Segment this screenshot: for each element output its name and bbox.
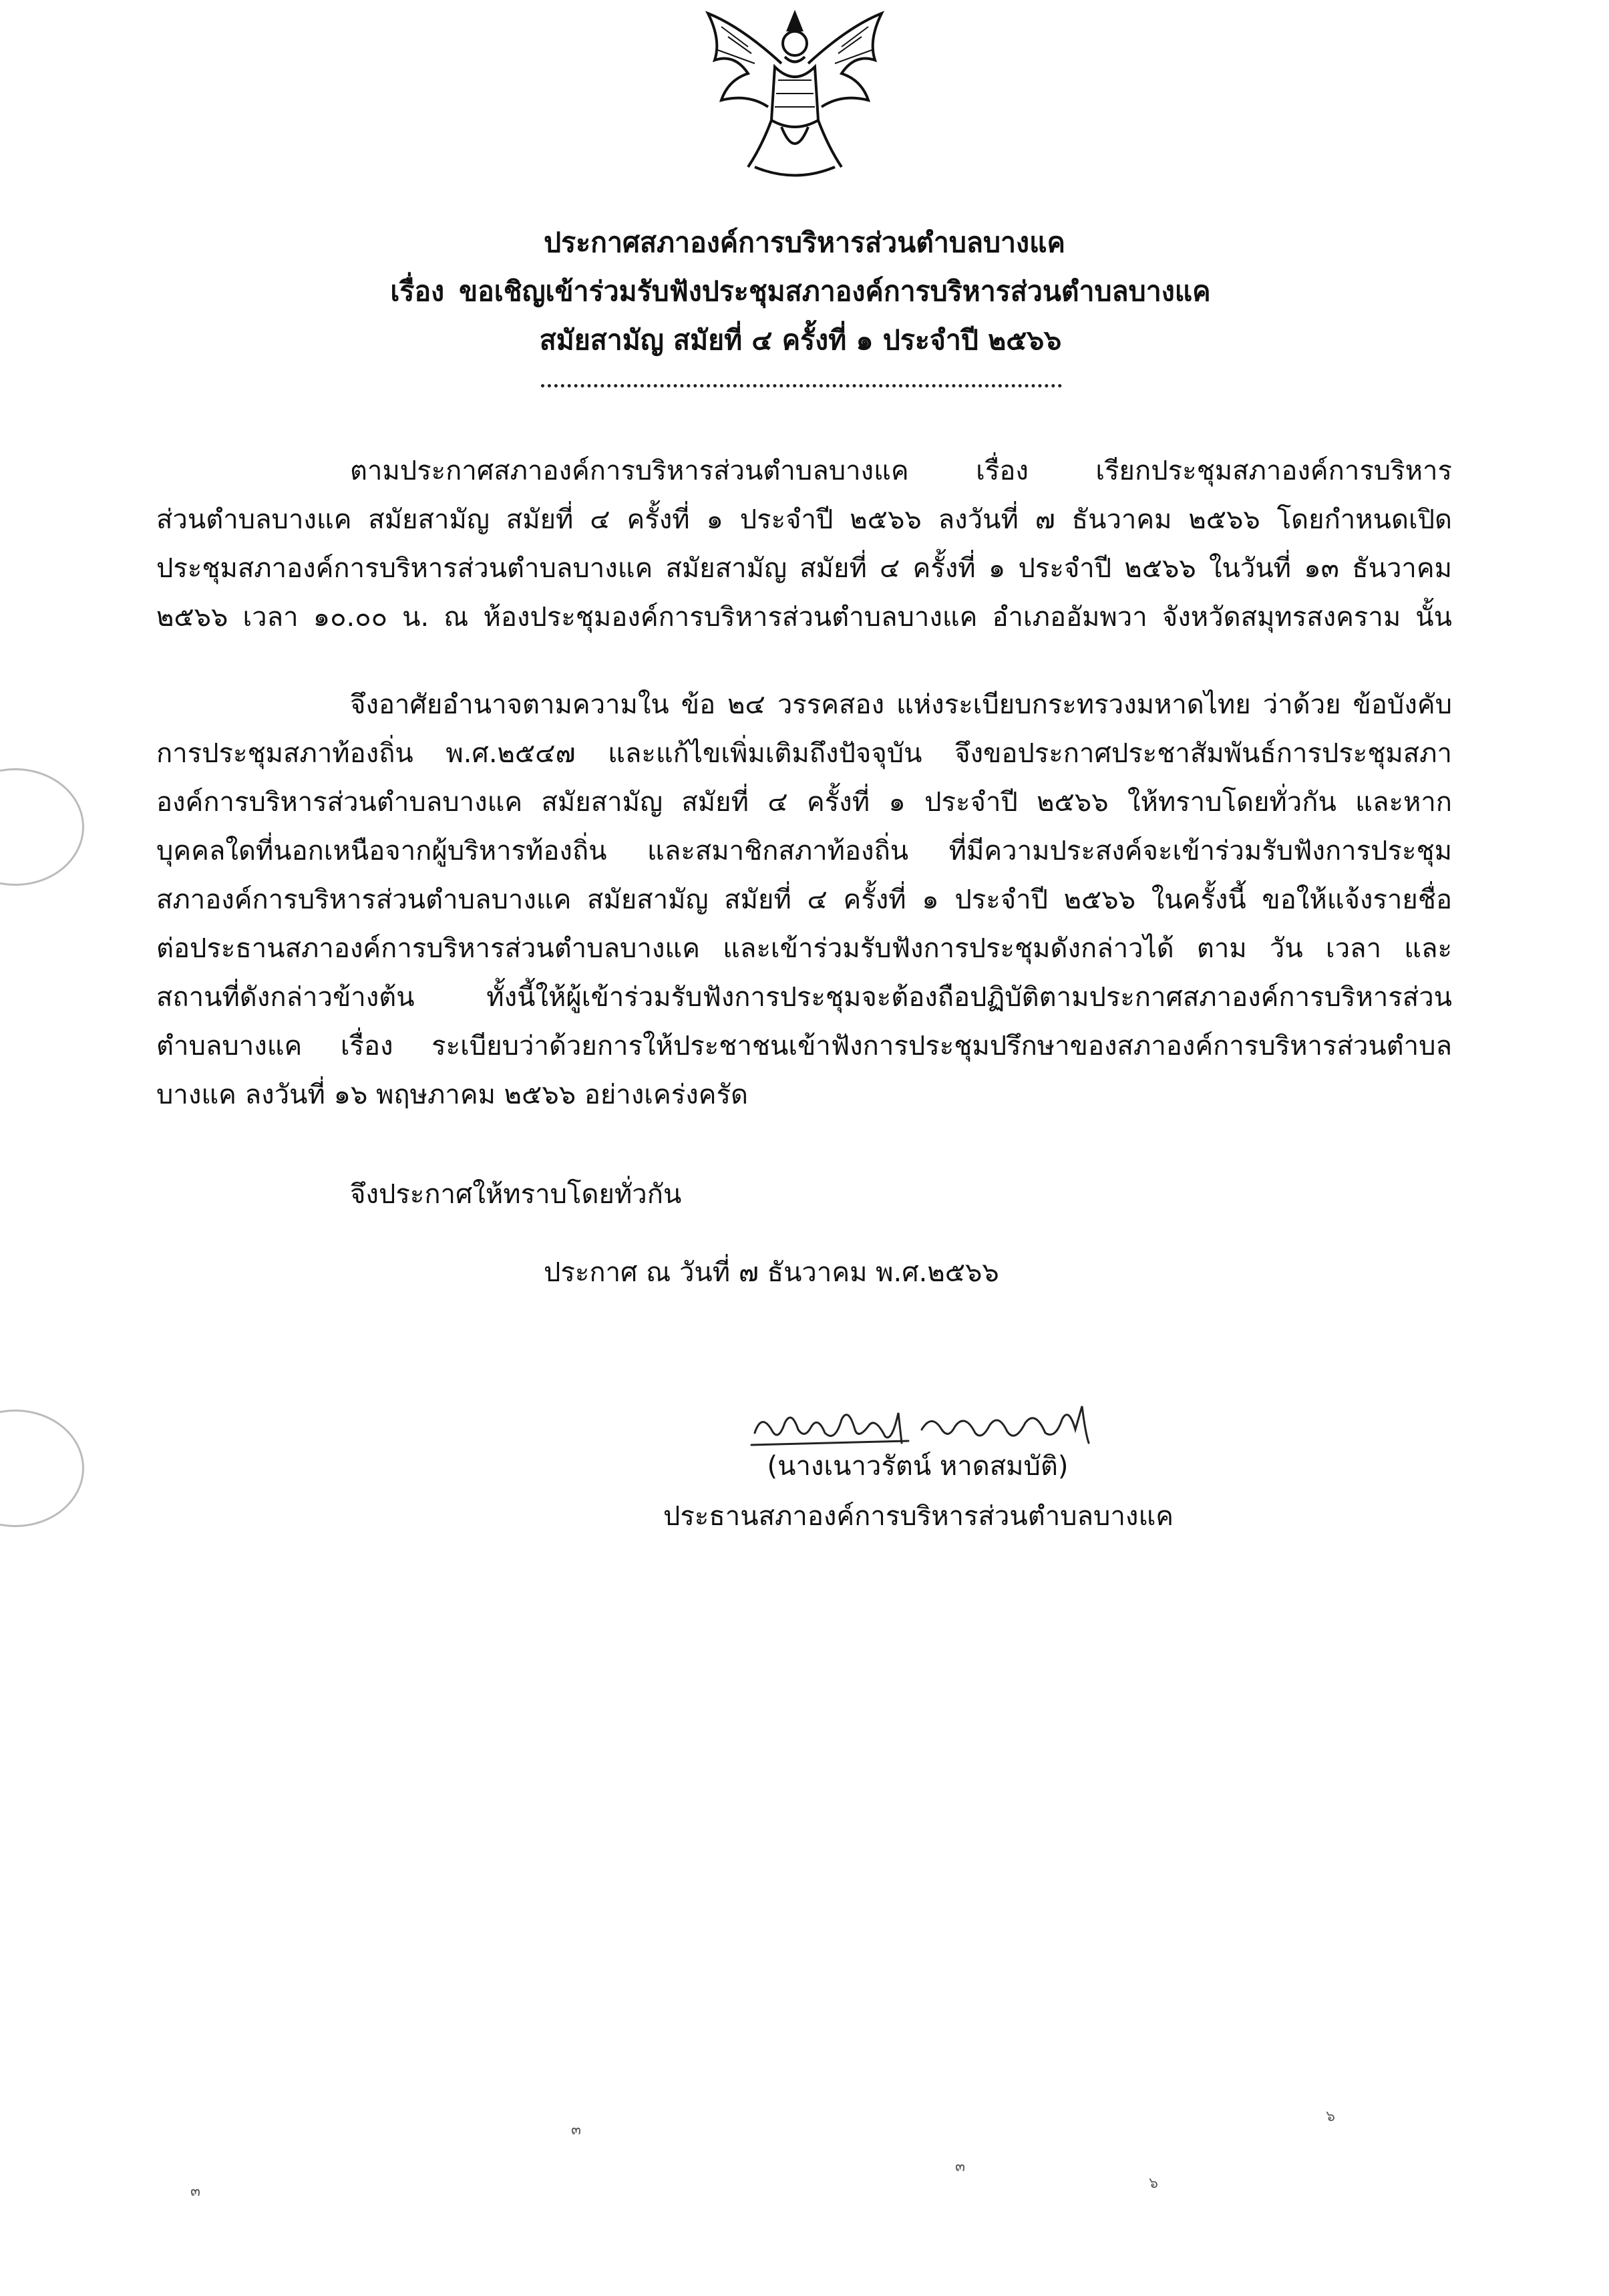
page-mark: ๖ <box>1326 2108 1335 2125</box>
page-mark: ๖ <box>1149 2175 1158 2192</box>
session-info: สมัยสามัญ สมัยที่ ๔ ครั้งที่ ๑ ประจำปี ๒๕๖๖ <box>539 324 1062 356</box>
paragraph-line: การประชุมสภาท้องถิ่น พ.ศ.๒๕๔๗ และแก้ไขเพิ่มเติมถึงปัจจุบัน จึงขอประกาศประชาสัมพันธ์การประชุมสภา <box>156 738 1452 769</box>
signatory-title: ประธานสภาองค์การบริหารส่วนตำบลบางแค <box>663 1501 1174 1532</box>
announcement-subject <box>0 271 1605 312</box>
page-mark: ๓ <box>190 2183 201 2200</box>
paragraph-line: ตำบลบางแค เรื่อง ระเบียบว่าด้วยการให้ประชาชนเข้าฟังการประชุมปรึกษาของสภาองค์การบริหารส่วนตำบล <box>156 1031 1452 1061</box>
page-mark: ๓ <box>571 2122 582 2138</box>
closing-statement: จึงประกาศให้ทราบโดยทั่วกัน <box>350 1179 682 1210</box>
page-mark: ๓ <box>955 2158 966 2175</box>
garuda-emblem <box>688 0 902 187</box>
punch-hole <box>0 1410 84 1527</box>
paragraph-line: จึงอาศัยอำนาจตามความใน ข้อ ๒๔ วรรคสอง แห่งระเบียบกระทรวงมหาดไทย ว่าด้วย ข้อบังคับ <box>350 689 1452 720</box>
paragraph-line: สถานที่ดังกล่าวข้างต้น ทั้งนี้ให้ผู้เข้าร่วมรับฟังการประชุมจะต้องถือปฏิบัติตามประกาศสภาองค์การบริหารส่วน <box>156 982 1452 1013</box>
punch-hole <box>0 768 84 886</box>
paragraph-line: ๒๕๖๖ เวลา ๑๐.๐๐ น. ณ ห้องประชุมองค์การบริหารส่วนตำบลบางแค อำเภออัมพวา จังหวัดสมุทรสงคราม นั้น <box>156 602 1452 633</box>
paragraph-line: ตามประกาศสภาองค์การบริหารส่วนตำบลบางแค เรื่อง เรียกประชุมสภาองค์การบริหาร <box>350 456 1452 486</box>
announcement-title: ประกาศสภาองค์การบริหารส่วนตำบลบางแค <box>544 226 1065 259</box>
subject-label: เรื่อง <box>390 275 445 307</box>
paragraph-line: ประชุมสภาองค์การบริหารส่วนตำบลบางแค สมัยสามัญ สมัยที่ ๔ ครั้งที่ ๑ ประจำปี ๒๕๖๖ ในวันที่ ๑๓ ธันวาคม <box>156 553 1452 584</box>
paragraph-line: ต่อประธานสภาองค์การบริหารส่วนตำบลบางแค และเข้าร่วมรับฟังการประชุมดังกล่าวได้ ตาม วัน เวลา และ <box>156 933 1452 964</box>
paragraph-line: สภาองค์การบริหารส่วนตำบลบางแค สมัยสามัญ สมัยที่ ๔ ครั้งที่ ๑ ประจำปี ๒๕๖๖ ในครั้งนี้ ขอให้แจ้งรายชื่อ <box>156 884 1452 915</box>
subject-text: ขอเชิญเข้าร่วมรับฟังประชุมสภาองค์การบริหารส่วนตำบลบางแค <box>459 275 1211 307</box>
signatory-name: (นางเนาวรัตน์ หาดสมบัติ) <box>767 1451 1069 1482</box>
dotted-divider <box>541 384 1062 387</box>
paragraph-line: บางแค ลงวันที่ ๑๖ พฤษภาคม ๒๕๖๖ อย่างเคร่งครัด <box>156 1080 748 1110</box>
issue-date: ประกาศ ณ วันที่ ๗ ธันวาคม พ.ศ.๒๕๖๖ <box>544 1257 999 1288</box>
paragraph-line: องค์การบริหารส่วนตำบลบางแค สมัยสามัญ สมัยที่ ๔ ครั้งที่ ๑ ประจำปี ๒๕๖๖ ให้ทราบโดยทั่วกัน และหาก <box>156 787 1452 818</box>
paragraph-line: บุคคลใดที่นอกเหนือจากผู้บริหารท้องถิ่น และสมาชิกสภาท้องถิ่น ที่มีความประสงค์จะเข้าร่วมรับฟังการประชุม <box>156 836 1452 866</box>
paragraph-line: ส่วนตำบลบางแค สมัยสามัญ สมัยที่ ๔ ครั้งที่ ๑ ประจำปี ๒๕๖๖ ลงวันที่ ๗ ธันวาคม ๒๕๖๖ โดยกำหนดเปิด <box>156 504 1452 535</box>
